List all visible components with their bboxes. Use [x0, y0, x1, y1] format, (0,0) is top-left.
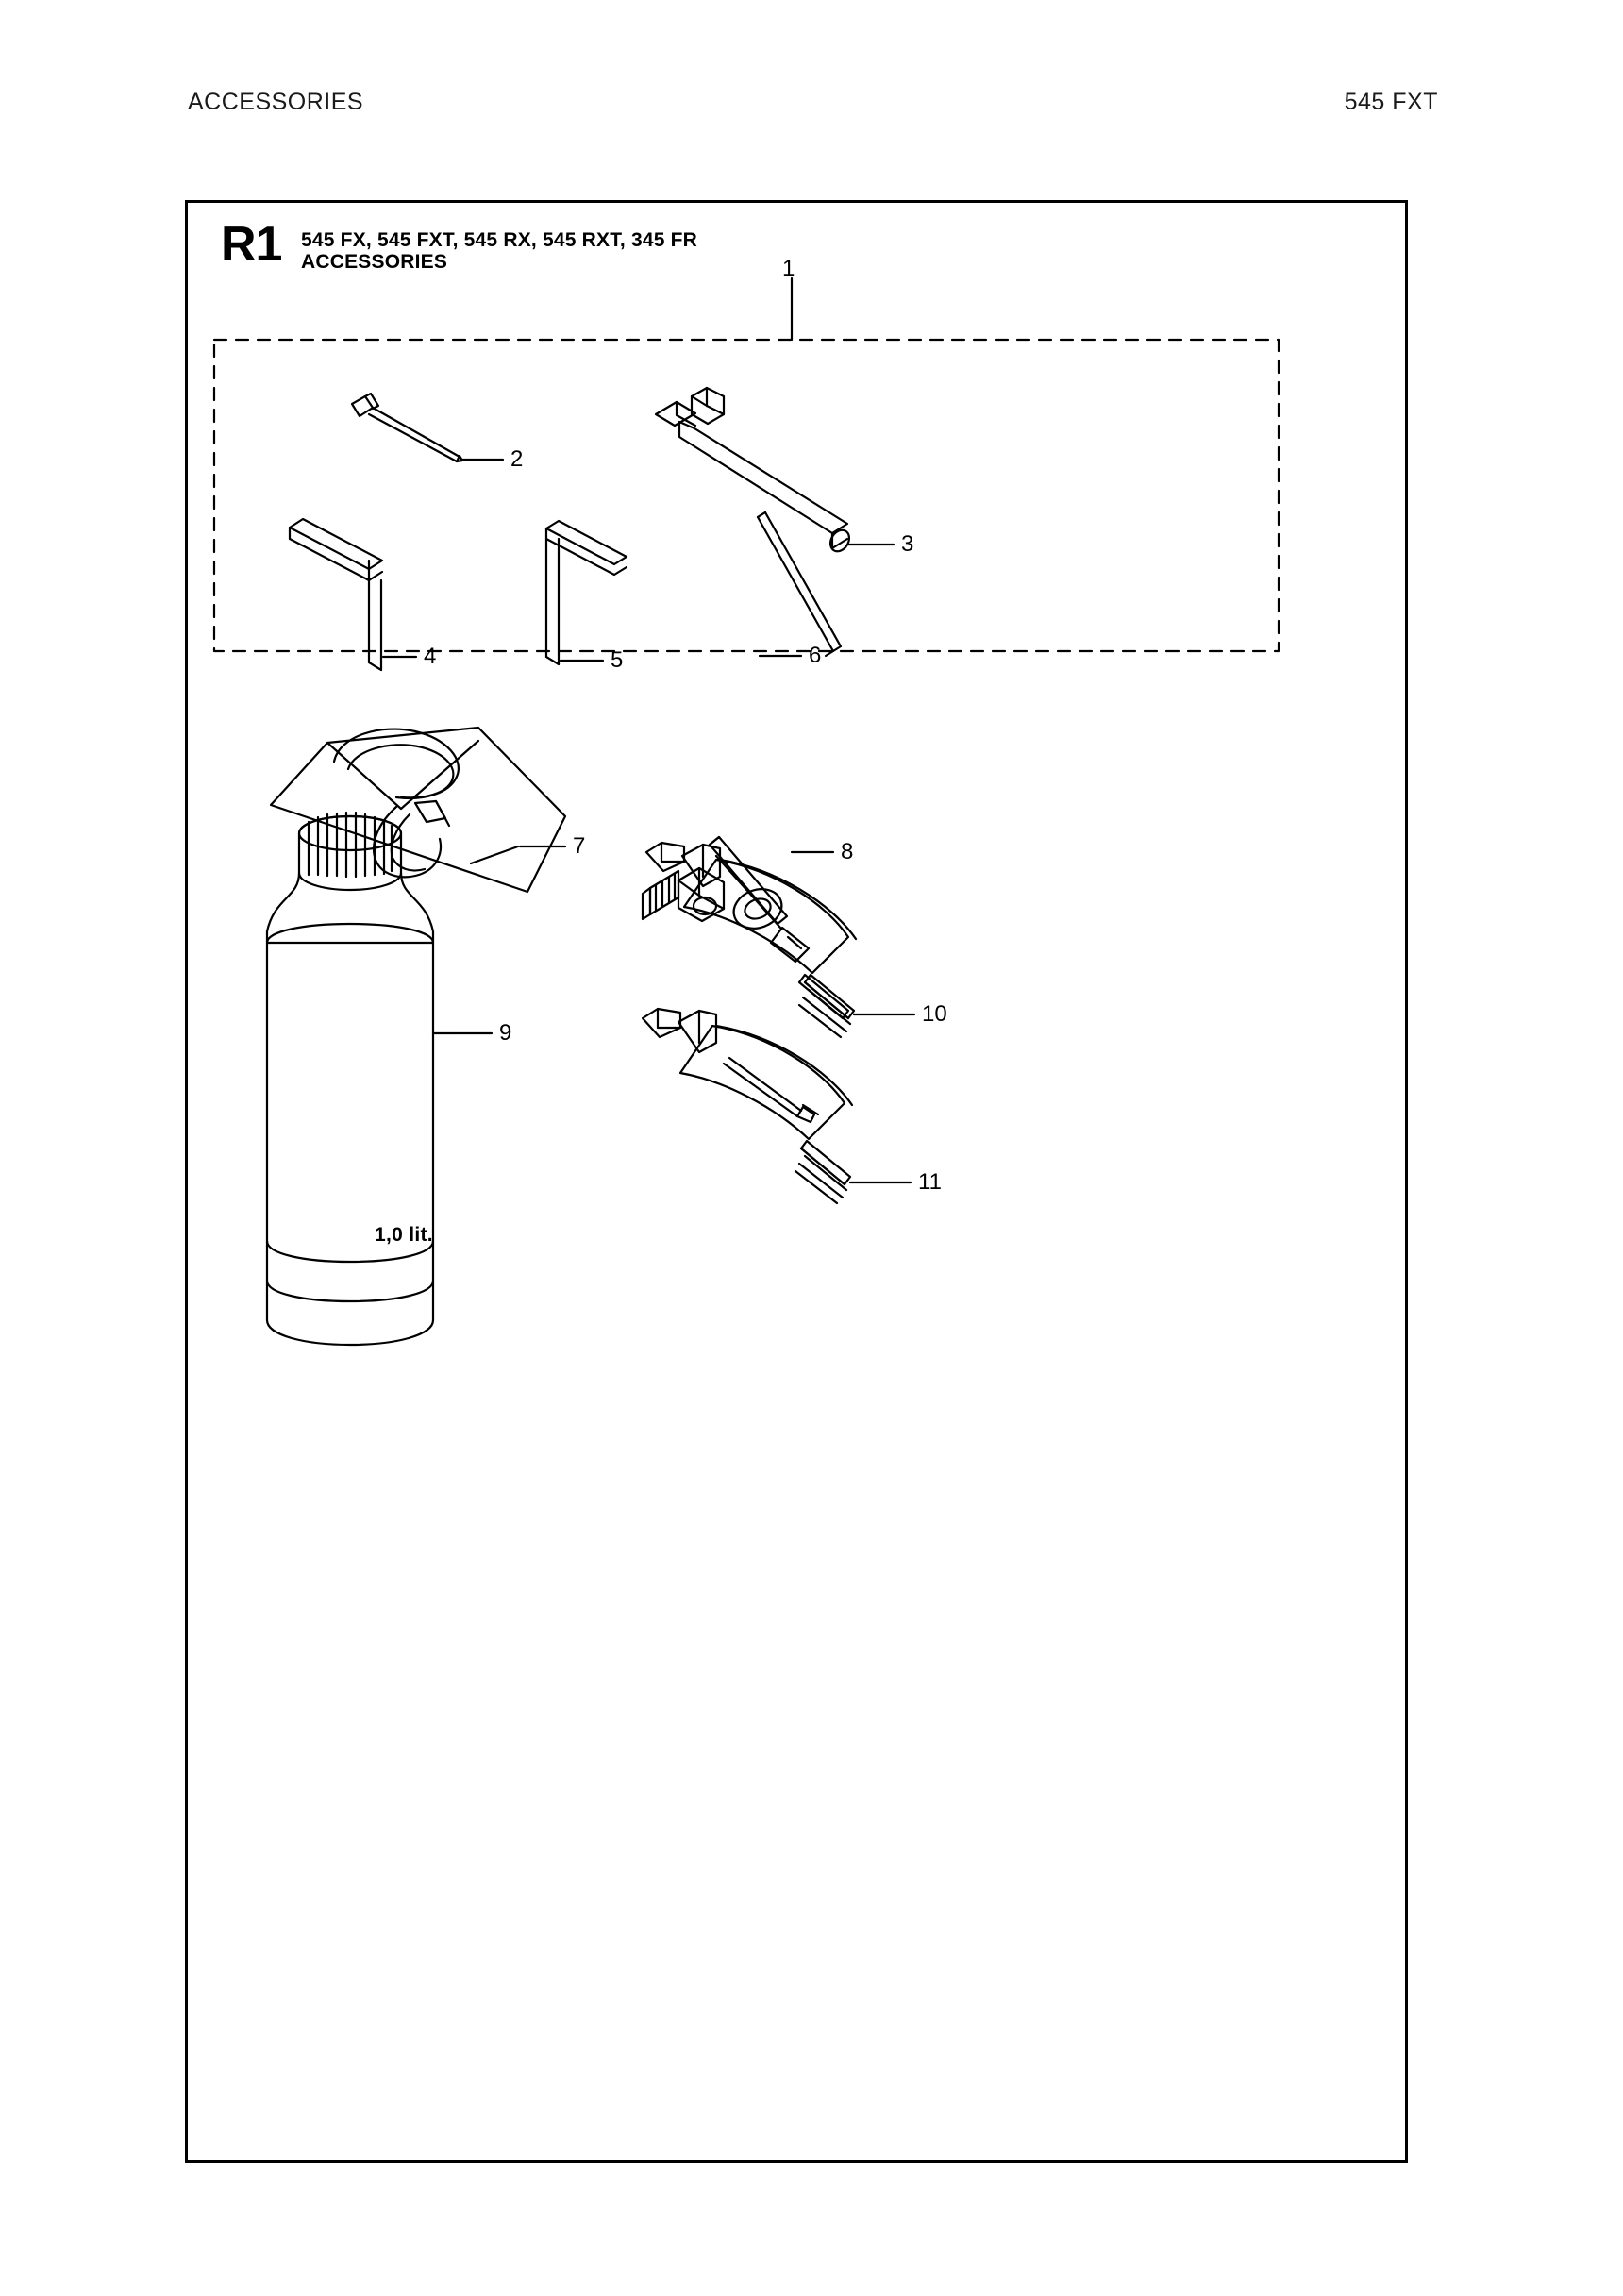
- section-title: ACCESSORIES: [301, 251, 448, 273]
- callout-7: 7: [573, 833, 586, 859]
- section-code: R1: [221, 217, 282, 272]
- callout-10: 10: [922, 1001, 947, 1027]
- item-7-harness: [271, 728, 565, 892]
- callout-3: 3: [901, 531, 914, 557]
- accessories-illustration: [188, 203, 1411, 2166]
- item-11-grease-tube: [643, 1009, 852, 1203]
- callout-4: 4: [424, 644, 437, 669]
- callout-9: 9: [499, 1020, 512, 1046]
- callout-11: 11: [918, 1169, 942, 1195]
- item-2-punch: [352, 394, 462, 461]
- item-6-rod: [758, 512, 841, 656]
- item-4-hex-key: [290, 519, 382, 670]
- page-header-left: ACCESSORIES: [188, 89, 364, 115]
- item-3-spark-plug-wrench: [656, 388, 853, 555]
- bottle-volume-label: 1,0 lit.: [375, 1224, 433, 1246]
- item-5-hex-key: [546, 521, 627, 664]
- kit-group-box: [214, 340, 1279, 651]
- section-models: 545 FX, 545 FXT, 545 RX, 545 RXT, 345 FR: [301, 229, 698, 251]
- item-8-socket-tool: [643, 837, 787, 928]
- item-10-grease-tube: [646, 839, 856, 1037]
- callout-8: 8: [841, 839, 854, 864]
- page-header-right: 545 FXT: [1344, 89, 1438, 115]
- callout-1: 1: [782, 256, 795, 281]
- callout-6: 6: [809, 643, 822, 668]
- diagram-frame: [185, 200, 1408, 2163]
- callout-2: 2: [510, 446, 524, 472]
- item-9-oil-bottle: [267, 813, 448, 1345]
- callout-5: 5: [611, 647, 624, 673]
